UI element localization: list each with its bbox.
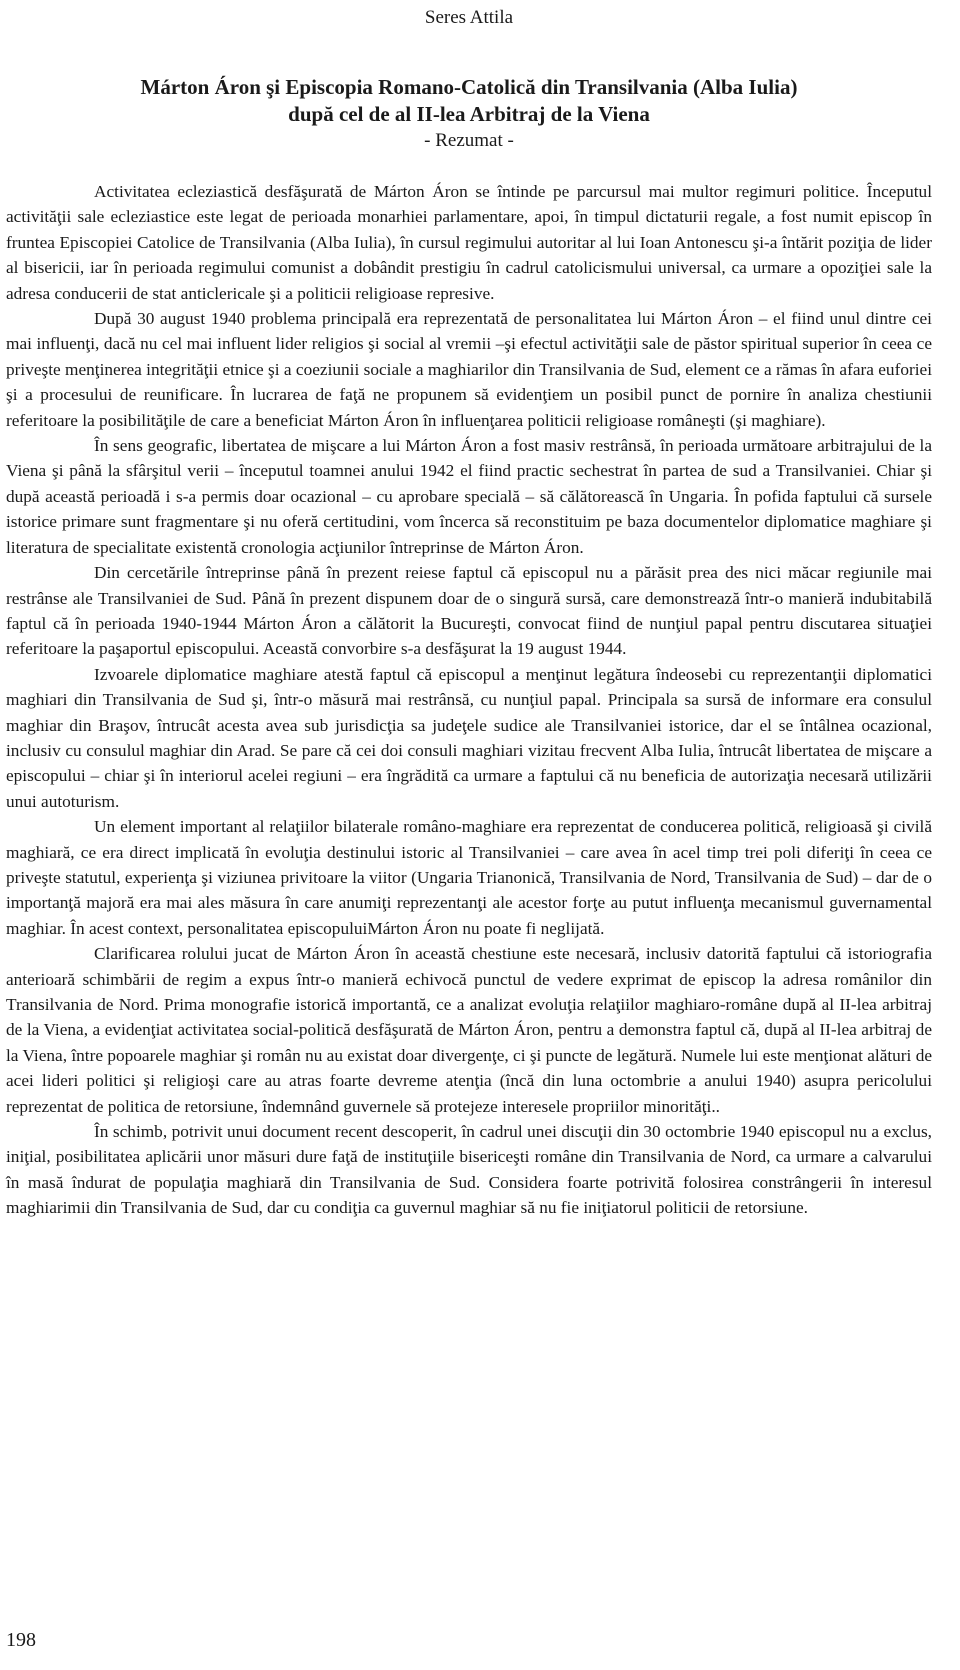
paragraph: Clarificarea rolului jucat de Márton Áron în această chestiune este necesară, inclusiv datorită faptului că istoriografia anterioară schimbării de regim a expus într-o manieră echivocă punctul de vedere exprimat de episcop la adresa românilor din Transilvania de Nord. Prima monografie istorică importantă, ce a analizat evoluţia relaţiilor maghiaro-române după al II-lea arbitraj de la Viena, a evidenţiat activitatea social-politică desfăşurată de Márton Áron, pentru a demonstra faptul că, după al II-lea arbitraj de la Viena, între popoarele maghiar şi român nu au existat doar divergenţe, ci şi puncte de legătură. Numele lui este menţionat alături de acei lideri politici şi religioşi care au atras foarte devreme atenţia (încă din luna octombrie a anului 1940) asupra pericolului reprezentat de politica de retorsiune, îndemnând guvernele să protejeze interesele propriilor minorităţi.. — [6, 944, 932, 1116]
paragraph: În schimb, potrivit unui document recent descoperit, în cadrul unei discuţii din 30 octombrie 1940 episcopul nu a exclus, iniţial, posibilitatea aplicării unor măsuri dure faţă de instituţiile bisericeşti române din Transilvania de Nord, ca urmare a calvarului în masă îndurat de populaţia maghiară din Transilvania de Sud. Considera foarte potrivită folosirea constrângerii în interesul maghiarimii din Transilvania de Sud, dar cu condiţia ca guvernul maghiar să nu fie iniţiatorul politicii de retorsiune. — [6, 1122, 932, 1218]
paragraph: Din cercetările întreprinse până în prezent reiese faptul că episcopul nu a părăsit prea des nici măcar regiunile mai restrânse ale Transilvaniei de Sud. Până în prezent dispunem doar de o singură sursă, care demonstrează într-o manieră indubitabilă faptul că în perioada 1940-1944 Márton Áron a călătorit la Bucureşti, convocat fiind de nunţiul papal pentru discutarea situaţiei referitoare la paşaportul episcopului. Această convorbire s-a desfăşurat la 19 august 1944. — [6, 563, 932, 659]
paragraph: Un element important al relaţiilor bilaterale româno-maghiare era reprezentat de conducerea politică, religioasă şi civilă maghiară, ce era direct implicată în evoluţia destinului istoric al Transilvaniei – care avea în acel timp trei poli diferiţi în ceea ce priveşte statutul, experienţa şi viziunea privitoare la viitor (Ungaria Trianonică, Transilvania de Nord, Transilvania de Sud) – dar de o importanţă majoră era mai ales măsura în care anumiţi reprezentanţi ale acestor forţe au putut influenţa mecanismul guvernamental maghiar. În acest context, personalitatea episcopuluiMárton Áron nu poate fi neglijată. — [6, 817, 932, 938]
paragraph: Izvoarele diplomatice maghiare atestă faptul că episcopul a menţinut legătura îndeosebi cu reprezentanţii diplomatici maghiari din Transilvania de Sud şi, într-o măsură mai restrânsă, cu nunţiul papal. Principala sa sursă de informare era consulul maghiar din Braşov, întrucât acesta avea sub jurisdicţia sa judeţele sudice ale Transilvaniei istorice, dar el se întâlnea ocazional, inclusiv cu consulul maghiar din Arad. Se pare că cei doi consuli maghiari vizitau frecvent Alba Iulia, întrucât libertatea de mişcare a episcopului – chiar şi în interiorul acelei regiuni – era îngrădită ca urmare a faptului că nu beneficia de autorizaţia necesară utilizării unui autoturism. — [6, 664, 932, 811]
running-header-author: Seres Attila — [424, 7, 514, 28]
article-subtitle: - Rezumat - — [424, 130, 514, 151]
document-page — [6, 0, 932, 1221]
article-body — [6, 179, 932, 1221]
paragraph: În sens geografic, libertatea de mişcare a lui Márton Áron a fost masiv restrânsă, în perioada următoare arbitrajului de la Viena şi până la sfârşitul verii – începutul toamnei anului 1942 el fiind practic sechestrat în partea de sud a Transilvaniei. Chiar şi după această perioadă i s-a permis doar ocazional – cu aprobare specială – să călătorească în Ungaria. În pofida faptului că sursele istorice primare sunt fragmentare şi nu oferă certitudini, vom încerca să reconstituim pe baza documentelor diplomatice maghiare şi literatura de specialitate existentă cronologia acţiunilor întreprinse de Márton Áron. — [6, 436, 932, 557]
paragraph: După 30 august 1940 problema principală era reprezentată de personalitatea lui Márton Áron – el fiind unul dintre cei mai influenţi, dacă nu cel mai influent lider religios şi social al vremii –şi efectul activităţii sale de păstor spiritual superior în ceea ce priveşte menţinerea integrităţii etnice şi a coeziunii sociale a maghiarilor din Transilvania de Sud, element ce a rămas în afara euforiei şi a procesului de reunificare. În lucrarea de faţă ne propunem să evidenţiem un posibil punct de pornire în analiza chestiunii referitoare la posibilităţile de care a beneficiat Márton Áron în influenţarea politicii religioase româneşti (şi maghiare). — [6, 309, 932, 430]
article-title — [6, 74, 932, 128]
paragraph: Activitatea ecleziastică desfăşurată de Márton Áron se întinde pe parcursul mai multor regimuri politice. Începutul activităţii sale ecleziastice este legat de perioada monarhiei parlamentare, apoi, în timpul dictaturii regale, a fost numit episcop în fruntea Episcopiei Catolice de Transilvania (Alba Iulia), în cursul regimului autoritar al lui Ioan Antonescu şi-a întărit poziţia de lider al bisericii, iar în perioada regimului comunist a dobândit prestigiu în cadrul catolicismului universal, ca urmare a opoziţiei sale la adresa conducerii de stat anticlericale şi a politicii religioase represive. — [6, 182, 932, 303]
page-number: 198 — [6, 1629, 36, 1651]
article-title-line-1: Márton Áron şi Episcopia Romano-Catolică din Transilvania (Alba Iulia) — [140, 75, 798, 99]
article-title-line-2: după cel de al II-lea Arbitraj de la Viena — [288, 102, 650, 126]
